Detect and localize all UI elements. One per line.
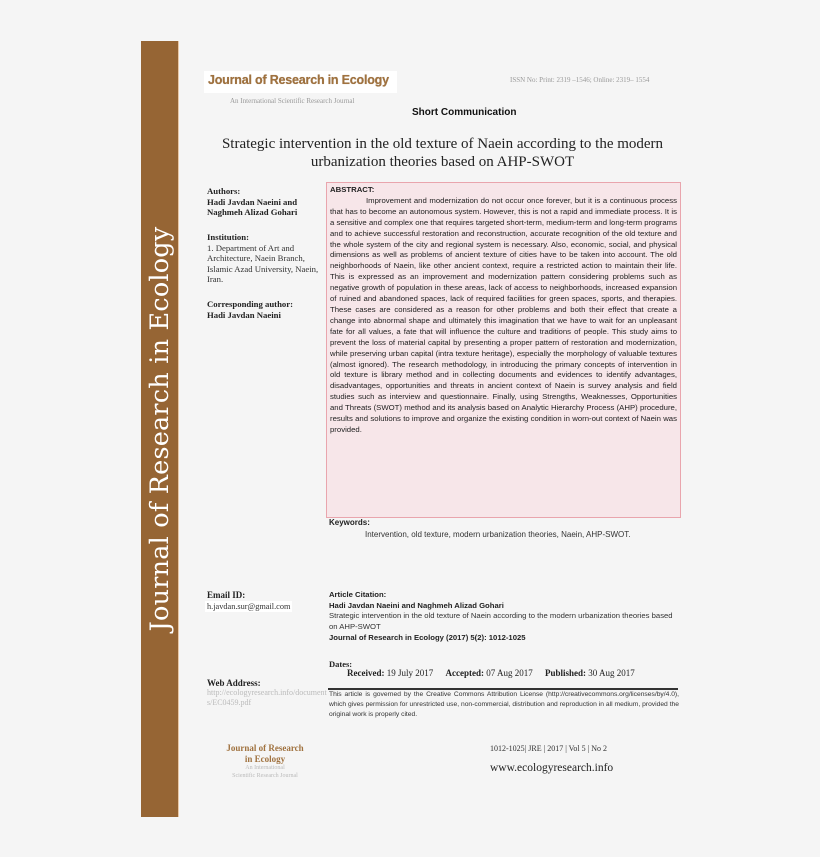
web-address-label: Web Address: — [207, 678, 261, 688]
citation-authors: Hadi Javdan Naeini and Naghmeh Alizad Gohari — [329, 600, 504, 610]
web-address-link[interactable]: http://ecologyresearch.info/documents/EC0459.pdf — [207, 688, 327, 707]
dates-label: Dates: — [329, 659, 353, 669]
email-label: Email ID: — [207, 590, 246, 600]
keywords-text: Intervention, old texture, modern urbanization theories, Naein, AHP-SWOT. — [365, 530, 631, 539]
received-label: Received: — [347, 668, 385, 678]
citation-title: Strategic intervention in the old texture of Naein according to the modern urbanization theories based on AHP-SWOT — [329, 611, 673, 632]
article-citation — [329, 590, 679, 644]
published-date: 30 Aug 2017 — [588, 668, 635, 678]
authors-block — [207, 186, 325, 218]
citation-journal: Journal of Research in Ecology (2017) 5(2): 1012-1025 — [329, 632, 526, 642]
journal-sidebar-band — [141, 41, 179, 817]
institution-text: 1. Department of Art and Architecture, Naein Branch, Islamic Azad University, Naein, Iran. — [207, 242, 319, 284]
footer-website-link[interactable]: www.ecologyresearch.info — [490, 762, 614, 774]
sidebar-vertical-title: Journal of Research in Ecology — [144, 226, 175, 632]
dates-row — [347, 668, 635, 678]
footer-journal-logo — [215, 743, 315, 780]
published-label: Published: — [545, 668, 587, 678]
license-text: This article is governed by the Creative Commons Attribution License (http://creativecommons.org/licenses/by/4.0), which gives permission for unrestricted use, non-commercial, distribution and reproduction in all medium, provided the original work is properly cited. — [329, 691, 679, 718]
authors-names: Hadi Javdan Naeini and Naghmeh Alizad Gohari — [207, 196, 298, 217]
journal-logo-text: Journal of Research in Ecology — [208, 73, 389, 87]
accepted-date: 07 Aug 2017 — [486, 668, 533, 678]
journal-logo — [204, 71, 397, 93]
journal-logo-subtitle: An International Scientific Research Journal — [230, 97, 355, 105]
article-type: Short Communication — [412, 107, 517, 118]
footer-logo-line2: in Ecology — [244, 753, 286, 764]
authors-label: Authors: — [207, 186, 241, 196]
institution-label: Institution: — [207, 232, 249, 242]
abstract-label: ABSTRACT: — [330, 185, 375, 194]
abstract-box — [326, 182, 681, 518]
footer-logo-sub1: An International — [245, 765, 285, 771]
keywords-label: Keywords: — [329, 518, 370, 527]
corresponding-label: Corresponding author: — [207, 299, 294, 309]
footer-issue-info: 1012-1025| JRE | 2017 | Vol 5 | No 2 — [490, 744, 608, 753]
footer-logo-sub2: Scientific Research Journal — [232, 773, 298, 779]
email-link[interactable]: h.javdan.sur@gmail.com — [207, 602, 291, 611]
issn-info: ISSN No: Print: 2319 –1546; Online: 2319– 1554 — [510, 76, 650, 84]
abstract-text: Improvement and modernization do not occur once forever, but it is a continuous process that has to become an autonomous system. However, this is not a rapid and immediate process. It is a sensitive and complex one that requires targeted short-term, medium-term and long-term programs and to achieve successful restoration and reconstruction, accurate recognition of the old texture and the whole system of the city and regional system is necessary. Also, economic, social, and physical dimensions as well as problems of ancient texture of cities have to be taken into account. The old neighborhoods of Naein, like other ancient context, require a restricted action to maintain their life. This is expressed as an improvement and modernization pattern considering problems such as negative growth of population in these areas, lack of access to neighborhoods, increased expansion of ruined and abandoned spaces, lack of required facilities for green spaces, sports, and therapies. These cases are considered as a reason for other problems and both their effect that create a change into abnormal shape and ultimately this imagination that we have to wait for an unpleasant fate for all values, a fate that will influence the culture and traditions of people. This study aims to prevent the loss of material capital by presenting a proper pattern of restoration and modernization, while preserving urban capital (intra texture heritage), especially the morphology of valuable textures (almost ignored). The research methodology, in introducing the primary concepts of intervention in old texture is library method and in collecting documents and evidences to identify advantages, disadvantages, opportunities and threats in ancient context of Naein is survey analysis and field studies such as interview and questionnaire. Finally, using Strengths, Weaknesses, Opportunities and Threats (SWOT) method and its analysis based on Analytic Hierarchy Process (AHP) procedure, results and solutions to improve and organize the existing condition in worn-out context of Naein was provided. — [330, 195, 677, 434]
footer-logo-line1: Journal of Research — [226, 743, 304, 753]
corresponding-author-block — [207, 299, 325, 320]
article-title: Strategic intervention in the old texture of Naein according to the modern urbanization theories based on AHP-SWOT — [221, 136, 664, 170]
citation-label: Article Citation: — [329, 590, 387, 599]
corresponding-name: Hadi Javdan Naeini — [207, 309, 281, 320]
received-date: 19 July 2017 — [386, 668, 434, 678]
accepted-label: Accepted: — [445, 668, 484, 678]
institution-block — [207, 232, 325, 285]
